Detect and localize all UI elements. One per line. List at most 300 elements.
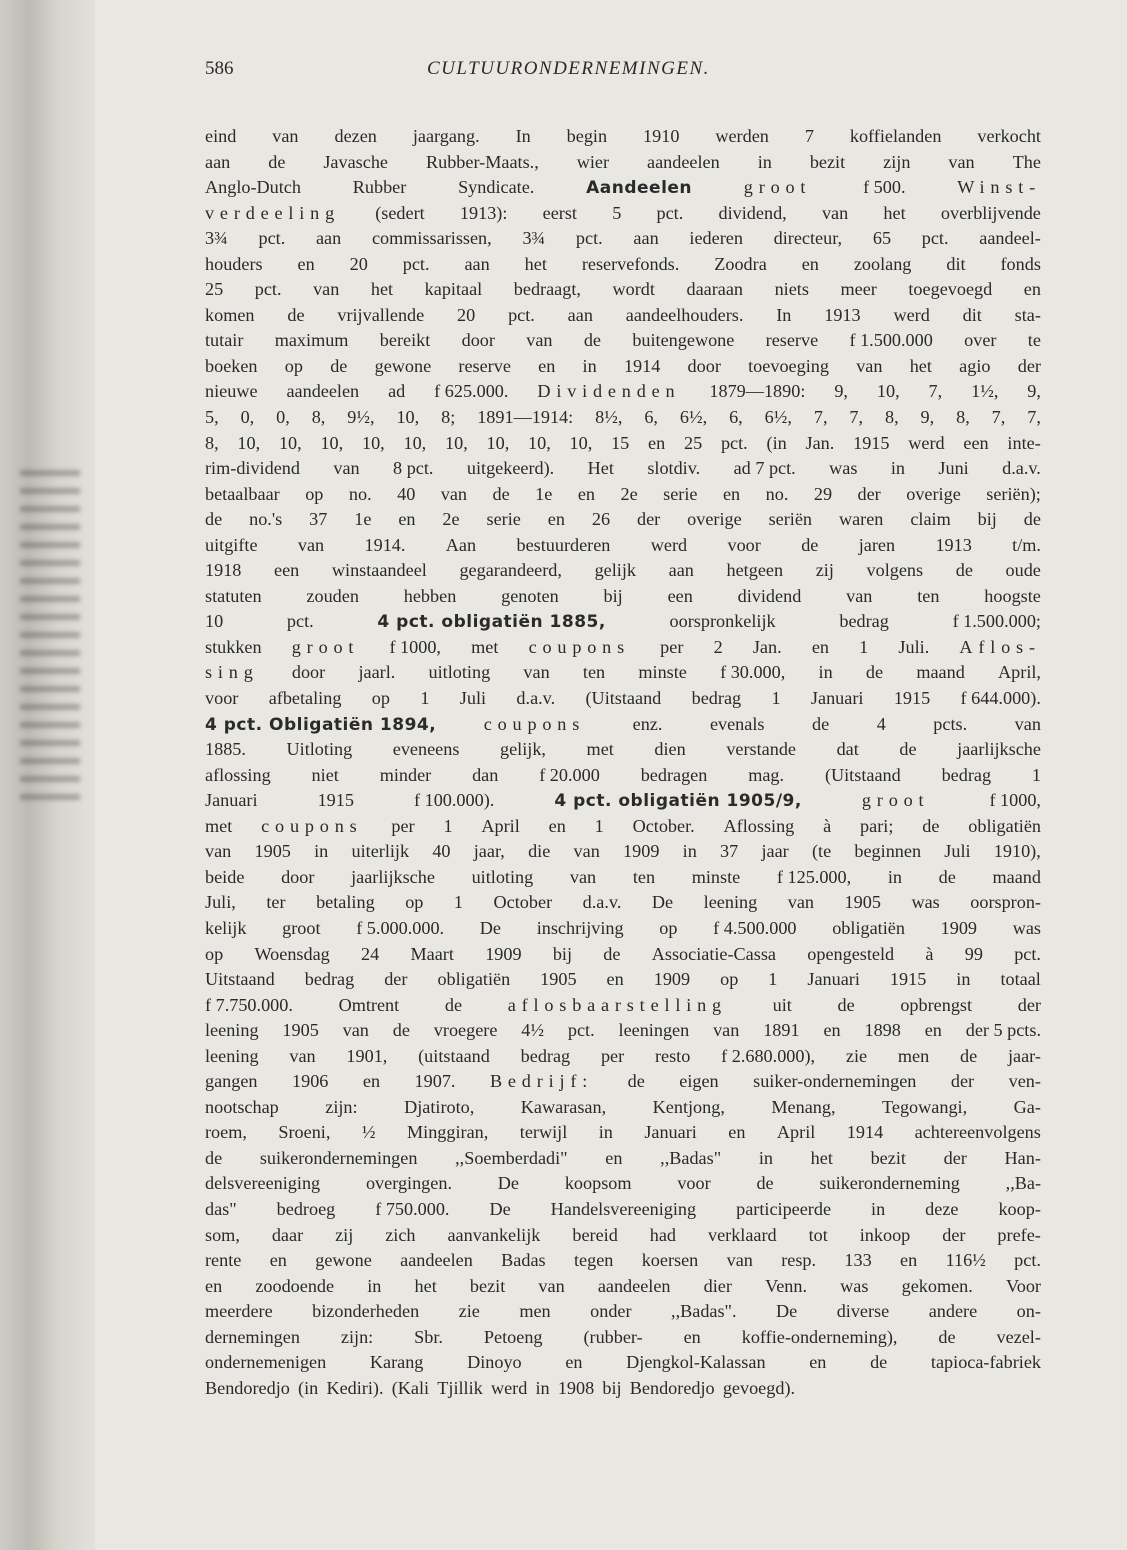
word: no.'s <box>249 509 283 530</box>
word: 1905 <box>254 841 291 862</box>
word: de <box>268 151 286 172</box>
word: 1913 <box>824 304 861 325</box>
word: f 750.000. <box>375 1198 450 1219</box>
word: Karang <box>369 1352 424 1373</box>
word: het <box>524 253 547 274</box>
word: komen <box>205 304 255 325</box>
word: dernemingen <box>205 1326 300 1347</box>
word: en <box>722 483 741 504</box>
word: no. <box>348 483 372 504</box>
word: de <box>583 330 601 351</box>
text-line <box>205 226 1041 252</box>
word: pct. <box>567 1020 595 1041</box>
word: meer <box>840 279 877 300</box>
word: Kediri). <box>326 1377 384 1398</box>
word: jaarl. <box>358 662 396 683</box>
word: koopsom <box>564 1173 632 1194</box>
word: van <box>569 866 597 887</box>
word: 7, <box>928 381 943 402</box>
word: en <box>548 815 566 836</box>
word: 1909 <box>940 917 977 938</box>
word: pct. <box>656 202 684 223</box>
word: van <box>205 841 232 862</box>
text-line <box>205 1018 1041 1044</box>
word: dividend, <box>718 202 787 223</box>
word: verstande <box>726 739 796 760</box>
word: meerdere <box>205 1301 273 1322</box>
word: maand <box>916 662 965 683</box>
word: ter <box>266 892 286 913</box>
word: betaling <box>316 892 375 913</box>
word: resto <box>654 1045 691 1066</box>
word: f 625.000. <box>434 381 509 402</box>
word: 1918 <box>205 560 242 581</box>
word: overige <box>687 509 742 530</box>
word: inschrijving <box>536 917 624 938</box>
word: Dinoyo <box>467 1352 522 1373</box>
word: jaar, <box>473 841 505 862</box>
word: (in <box>766 432 787 453</box>
word: 1913): <box>459 202 508 223</box>
word: 6½, <box>764 407 792 428</box>
word: Kawarasan, <box>520 1096 607 1117</box>
text-line <box>205 1325 1041 1351</box>
word: betaalbaar <box>205 483 280 504</box>
word: delsvereeniging <box>205 1173 321 1194</box>
word: uitgifte <box>205 534 258 555</box>
word: Januari <box>205 790 258 811</box>
word: f 7.750.000. <box>205 994 293 1015</box>
word: in <box>956 969 971 990</box>
word: beide <box>205 866 245 887</box>
word: aan <box>205 151 231 172</box>
word: in <box>758 1147 773 1168</box>
word: rente <box>205 1250 242 1271</box>
word: gelijk <box>594 560 636 581</box>
bold-heading: 4 pct. obligatiën 1905/9, <box>554 791 802 812</box>
bold-heading: 4 pct. Obligatiën 1894, <box>205 714 437 735</box>
word: gevoegd). <box>722 1377 796 1398</box>
word: en <box>606 969 624 990</box>
word: 10, <box>278 432 302 453</box>
word: gegarandeerd, <box>459 560 562 581</box>
word: bedrag <box>304 969 355 990</box>
text-line <box>205 328 1041 354</box>
word: jaar- <box>1007 1045 1041 1066</box>
word: aan <box>668 560 694 581</box>
word: uit <box>772 994 792 1015</box>
word: ten <box>582 662 606 683</box>
word: zij <box>815 560 834 581</box>
word: gewone <box>374 355 432 376</box>
text-line <box>205 1274 1041 1300</box>
word: Kentjong, <box>652 1096 725 1117</box>
word: zoolang <box>853 253 912 274</box>
word: f 4.500.000 <box>713 917 797 938</box>
word: der 5 pcts. <box>965 1020 1041 1041</box>
word: zijn: <box>325 1096 358 1117</box>
text-line <box>205 584 1041 610</box>
word: boeken <box>205 355 258 376</box>
word: met <box>586 739 614 760</box>
word: d.a.v. <box>516 688 556 709</box>
word: 8, <box>205 432 219 453</box>
word: Javasche <box>323 151 388 172</box>
spaced-term: Bedrijf: <box>489 1071 594 1092</box>
word: April <box>776 1122 816 1143</box>
word: de <box>837 994 855 1015</box>
bold-heading: 4 pct. obligatiën 1885, <box>377 612 606 633</box>
word: van <box>289 1045 316 1066</box>
word: Associatie-Cassa <box>651 943 776 964</box>
text-line <box>205 635 1041 661</box>
word: (Uitstaand <box>585 688 662 709</box>
word: uitloting <box>428 662 491 683</box>
word: claim <box>910 509 951 530</box>
word: de <box>392 1020 410 1041</box>
word: pct. <box>1014 943 1041 964</box>
word: voor <box>727 534 761 555</box>
word: 1 <box>1031 764 1041 785</box>
word: De <box>479 917 502 938</box>
word: in <box>682 841 697 862</box>
word: d.a.v. <box>1002 458 1041 479</box>
word: inte- <box>1007 432 1041 453</box>
word: Voor <box>1005 1275 1041 1296</box>
word: 26 <box>591 509 611 530</box>
word: de <box>1023 509 1041 530</box>
word: 1905 <box>282 1020 319 1041</box>
word: pct. <box>258 228 286 249</box>
word: (in <box>298 1377 319 1398</box>
word: 9, <box>1027 381 1041 402</box>
word: bedraagt, <box>513 279 581 300</box>
word: bedrag <box>520 1045 571 1066</box>
word: Januari <box>644 1122 697 1143</box>
word: en <box>547 509 565 530</box>
word: suikerondernemingen <box>259 1147 418 1168</box>
word: f 100.000). <box>414 790 495 811</box>
word: Het <box>587 458 614 479</box>
word: 3¾ <box>205 228 228 249</box>
text-line <box>205 712 1041 738</box>
word: van <box>787 892 814 913</box>
text-line <box>205 456 1041 482</box>
word: 6, <box>644 407 658 428</box>
word: de <box>287 304 305 325</box>
body-text <box>205 124 1041 1401</box>
word: de <box>922 815 940 836</box>
word: 40 <box>432 841 451 862</box>
text-line <box>205 1223 1041 1249</box>
word: 2e <box>442 509 460 530</box>
word: De <box>489 1198 511 1219</box>
word: directeur, <box>773 228 843 249</box>
word: der <box>943 1147 967 1168</box>
word: leening <box>703 892 758 913</box>
word: en <box>811 636 829 657</box>
word: f 2.680.000), <box>721 1045 816 1066</box>
word: een <box>274 560 300 581</box>
text-line <box>205 252 1041 278</box>
word: op <box>371 688 390 709</box>
word: afbetaling <box>268 688 342 709</box>
text-line <box>205 175 1041 201</box>
word: in <box>314 841 329 862</box>
word: de <box>812 713 830 734</box>
word: 1891 <box>763 1020 800 1041</box>
word: 25 <box>683 432 703 453</box>
word: eigen <box>679 1071 719 1092</box>
running-head <box>205 58 1045 94</box>
word: aandeelen <box>597 1275 671 1296</box>
word: van <box>526 330 553 351</box>
text-line <box>205 507 1041 533</box>
word: en <box>924 1020 942 1041</box>
word: Januari <box>810 688 864 709</box>
word: van <box>297 534 325 555</box>
word: eind <box>205 126 237 146</box>
word: 29 <box>813 483 833 504</box>
word: 6½, <box>679 407 708 428</box>
word: Badas <box>501 1250 546 1271</box>
spaced-term: Aflos- <box>959 636 1041 657</box>
word: 4 <box>876 713 886 734</box>
word: zich <box>385 1224 416 1245</box>
word: en <box>728 1122 746 1143</box>
word: bereid <box>572 1224 618 1245</box>
word: das" <box>205 1198 237 1219</box>
word: seriën <box>768 509 813 530</box>
word: (rubber- <box>583 1326 643 1347</box>
word: minste <box>638 662 687 683</box>
word: tegen <box>573 1250 614 1271</box>
text-line <box>205 890 1041 916</box>
word: der <box>384 969 408 990</box>
word: en <box>565 1352 583 1373</box>
word: was <box>840 1275 869 1296</box>
word: pcts. <box>933 713 968 734</box>
text-line <box>205 201 1041 227</box>
word: 4½ <box>521 1020 545 1041</box>
word: prefe- <box>997 1224 1041 1245</box>
text-line <box>205 124 1041 150</box>
text-line <box>205 405 1041 431</box>
word: bij <box>603 585 623 606</box>
word: der <box>636 509 661 530</box>
word: met <box>205 815 233 836</box>
word: overgingen. <box>365 1173 452 1194</box>
running-title: CULTUURONDERNEMINGEN. <box>427 58 710 79</box>
word: en <box>577 483 595 504</box>
word: totaal <box>1000 969 1041 990</box>
word: aanvankelijk <box>447 1224 541 1245</box>
word: iederen <box>689 228 743 249</box>
word: 99 <box>964 943 983 964</box>
word: men <box>897 1045 930 1066</box>
word: dezen <box>334 126 377 146</box>
word: pct. <box>921 228 949 249</box>
text-line <box>205 737 1041 763</box>
text-line <box>205 660 1041 686</box>
word: aandeelhouders. <box>625 304 744 325</box>
word: 3¾ <box>522 228 546 249</box>
word: ½ <box>361 1122 376 1143</box>
word: 7 <box>804 126 814 146</box>
word: 8, <box>956 407 970 428</box>
word: 8, <box>311 407 326 428</box>
word: reserve <box>458 355 511 376</box>
word: 25 <box>205 279 224 300</box>
word: kapitaal <box>424 279 483 300</box>
spaced-term: sing <box>205 662 259 683</box>
book-page <box>205 58 1045 1398</box>
word: en <box>900 1250 918 1271</box>
word: werd <box>490 1377 528 1398</box>
word: 1915 <box>889 969 927 990</box>
word: de <box>960 1045 978 1066</box>
word: deze <box>925 1198 959 1219</box>
word: 1914 <box>623 355 661 376</box>
word: Rubber-Maats., <box>425 151 539 172</box>
word: door <box>291 662 326 683</box>
word: ,,Ba- <box>1005 1173 1041 1194</box>
spaced-term: Winst- <box>957 177 1041 198</box>
word: 1913 <box>935 534 972 555</box>
bold-heading: Aandeelen <box>586 178 693 199</box>
word: van <box>272 126 299 146</box>
word: Minggiran, <box>406 1122 489 1143</box>
word: beginnen <box>854 841 922 862</box>
word: April, <box>998 662 1041 683</box>
word: 1909 <box>653 969 691 990</box>
word: October <box>493 892 553 913</box>
word: zouden <box>306 585 359 606</box>
word: niets <box>774 279 809 300</box>
word: Juli <box>459 688 487 709</box>
word: van <box>948 151 975 172</box>
word: 1915 <box>853 432 890 453</box>
page-number: 586 <box>205 58 234 79</box>
word: eerst <box>542 202 577 223</box>
text-line <box>205 1376 1041 1402</box>
word: 1910 <box>643 126 680 146</box>
word: statuten <box>205 585 262 606</box>
word: f 1000, <box>989 790 1041 811</box>
word: leeningen <box>618 1020 690 1041</box>
word: eveneens <box>392 739 460 760</box>
word: 24 <box>361 943 380 964</box>
word: in <box>598 1122 613 1143</box>
word: winstaandeel <box>331 560 427 581</box>
word: daaraan <box>686 279 744 300</box>
word: pct. <box>720 432 748 453</box>
word: Tegowangi, <box>882 1096 968 1117</box>
text-line <box>205 1069 1041 1095</box>
text-line <box>205 814 1041 840</box>
word: f 5.000.000. <box>356 917 445 938</box>
word: aandeelen <box>647 151 720 172</box>
word: in <box>367 1275 382 1296</box>
word: (uitstaand <box>418 1045 490 1066</box>
word: 10, <box>876 381 900 402</box>
word: op <box>659 917 678 938</box>
word: verkocht <box>977 126 1041 146</box>
word: Uitloting <box>286 739 353 760</box>
word: 6, <box>729 407 743 428</box>
word: reservefonds. <box>581 253 680 274</box>
word: maand <box>992 866 1041 887</box>
word: agio <box>959 355 991 376</box>
word: door <box>687 355 721 376</box>
word: het <box>810 1147 833 1168</box>
word: andere <box>928 1301 978 1322</box>
word: aandeel- <box>979 228 1041 249</box>
word: voor <box>677 1173 711 1194</box>
word: 1879—1890: <box>709 381 806 402</box>
word: aan <box>567 304 593 325</box>
word: bestuurderen <box>516 534 611 555</box>
word: zij <box>335 1224 354 1245</box>
word: Djatiroto, <box>404 1096 475 1117</box>
word: der <box>1017 994 1041 1015</box>
word: in <box>582 355 597 376</box>
word: ,,Soemberdadi" <box>455 1147 568 1168</box>
word: de <box>899 739 917 760</box>
word: bezit <box>469 1275 506 1296</box>
word: bedrag <box>691 688 742 709</box>
word: koop- <box>998 1198 1041 1219</box>
spaced-term: groot <box>743 177 812 198</box>
word: een <box>667 585 693 606</box>
word: 1 <box>443 815 453 836</box>
word: der <box>942 1224 966 1245</box>
word: te <box>1027 330 1041 351</box>
word: der <box>857 483 881 504</box>
word: men <box>519 1301 551 1322</box>
word: 37 <box>309 509 328 530</box>
text-line <box>205 277 1041 303</box>
word: van <box>342 1020 369 1041</box>
word: 1 <box>453 892 464 913</box>
word: f 30.000, <box>720 662 786 683</box>
word: 8 pct. <box>393 458 434 479</box>
text-line <box>205 303 1041 329</box>
word: van <box>1014 713 1041 734</box>
word: in <box>871 1198 886 1219</box>
word: opengesteld <box>807 943 895 964</box>
word: f 500. <box>863 177 906 198</box>
word: à <box>823 815 832 836</box>
word: pct. <box>508 304 535 325</box>
word: 1901, <box>346 1045 388 1066</box>
word: gekomen. <box>901 1275 973 1296</box>
word: de <box>330 355 348 376</box>
word: op <box>284 355 303 376</box>
word: bezit <box>870 1147 906 1168</box>
word: stukken <box>205 636 262 657</box>
word: bedrag <box>839 611 889 632</box>
word: gangen <box>205 1071 258 1092</box>
word: voor <box>205 688 239 709</box>
word: som, <box>205 1224 240 1245</box>
word: toegevoegd <box>908 279 993 300</box>
word: Syndicate. <box>458 177 535 198</box>
word: op <box>405 892 424 913</box>
word: suiker-ondernemingen <box>753 1071 917 1092</box>
word: per <box>660 636 684 657</box>
text-line <box>205 1171 1041 1197</box>
